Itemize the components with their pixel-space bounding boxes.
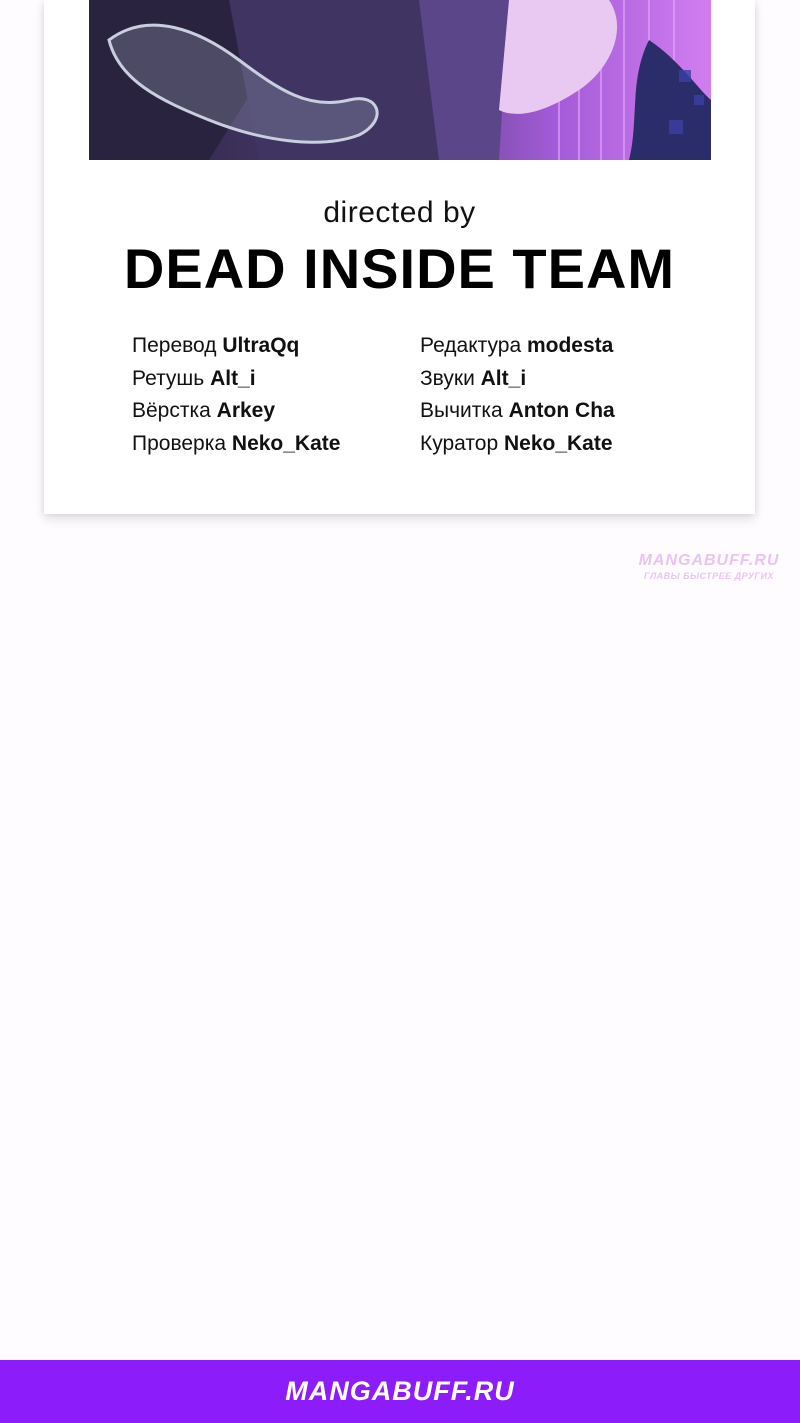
watermark-title: MANGABUFF.RU bbox=[638, 552, 780, 569]
site-link[interactable]: MANGABUFF.RU bbox=[285, 1376, 515, 1406]
credit-translation: Перевод UltraQq bbox=[132, 334, 300, 357]
credit-typesetting: Вёрстка Arkey bbox=[132, 399, 276, 422]
team-name: DEAD INSIDE TEAM bbox=[123, 237, 676, 300]
credit-curator: Куратор Neko_Kate bbox=[420, 432, 613, 455]
site-watermark bbox=[634, 552, 784, 582]
credit-editing: Редактура modesta bbox=[420, 334, 614, 357]
manga-artwork bbox=[89, 0, 711, 160]
credits-card bbox=[44, 0, 755, 514]
credit-retouch: Ретушь Alt_i bbox=[132, 367, 256, 390]
credit-check: Проверка Neko_Kate bbox=[132, 432, 341, 455]
credit-sounds: Звуки Alt_i bbox=[420, 367, 527, 390]
directed-by-label: directed by bbox=[323, 196, 476, 229]
credit-proofreading: Вычитка Anton Cha bbox=[420, 399, 615, 422]
footer-bar[interactable] bbox=[0, 1360, 800, 1423]
watermark-subtitle: ГЛАВЫ БЫСТРЕЕ ДРУГИХ bbox=[644, 571, 774, 581]
credits-list bbox=[132, 332, 692, 472]
